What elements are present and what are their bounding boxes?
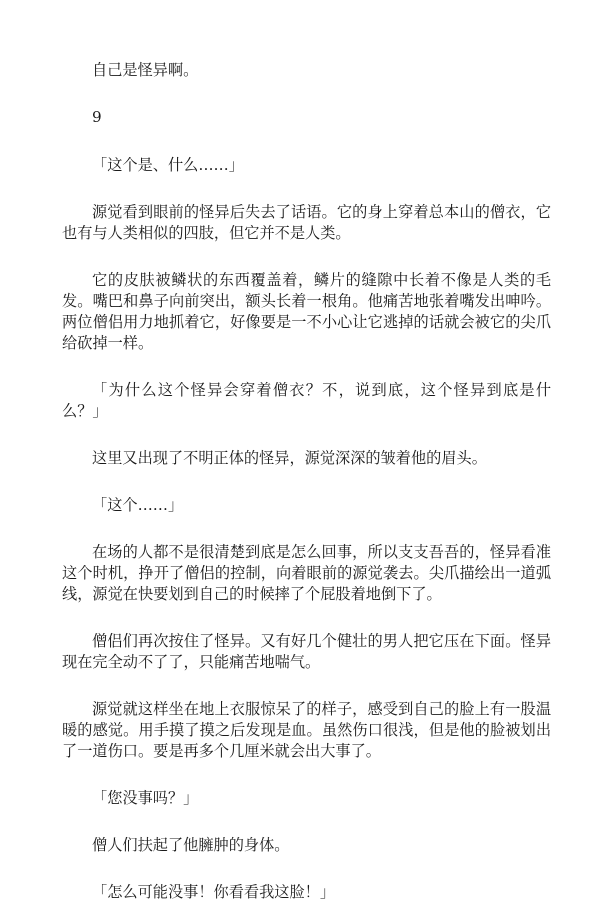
- paragraph: 僧人们扶起了他臃肿的身体。: [92, 836, 290, 854]
- paragraph: 在场的人都不是很清楚到底是怎么回事，所以支支吾吾的，怪异看准这个时机，挣开了僧侣的控制，向着眼前的源觉袭去。尖爪描绘出一道弧线，源觉在快要划到自己的时候摔了个屁股着地倒下了。: [62, 543, 551, 603]
- paragraph: 僧侣们再次按住了怪异。又有好几个健壮的男人把它压在下面。怪异现在完全动不了了，只能痛苦地喘气。: [62, 632, 551, 671]
- section-number: 9: [92, 108, 102, 126]
- paragraph: 这里又出现了不明正体的怪异，源觉深深的皱着他的眉头。: [92, 449, 487, 467]
- paragraph: 源觉看到眼前的怪异后失去了话语。它的身上穿着总本山的僧衣，它也有与人类相似的四肢，但它并不是人类。: [62, 203, 551, 242]
- paragraph: 自己是怪异啊。: [92, 61, 199, 79]
- dialogue-paragraph: 「这个……」: [92, 496, 184, 514]
- paragraph: 源觉就这样坐在地上衣服惊呆了的样子，感受到自己的脸上有一股温暖的感觉。用手摸了摸之后发现是血。虽然伤口很浅，但是他的脸被划出了一道伤口。要是再多个几厘米就会出大事了。: [62, 700, 551, 760]
- dialogue-paragraph: 「您没事吗？」: [92, 789, 199, 807]
- dialogue-paragraph: 「这个是、什么……」: [92, 156, 244, 174]
- dialogue-paragraph: 「怎么可能没事！你看看我这脸！」: [92, 883, 335, 901]
- paragraph: 它的皮肤被鳞状的东西覆盖着，鳞片的缝隙中长着不像是人类的毛发。嘴巴和鼻子向前突出，额头长着一根角。他痛苦地张着嘴发出呻吟。两位僧侣用力地抓着它，好像要是一不小心让它逃掉的话就会被它的尖爪给砍掉一样。: [62, 271, 551, 352]
- dialogue-paragraph: 「为什么这个怪异会穿着僧衣？不，说到底，这个怪异到底是什么？」: [62, 381, 551, 420]
